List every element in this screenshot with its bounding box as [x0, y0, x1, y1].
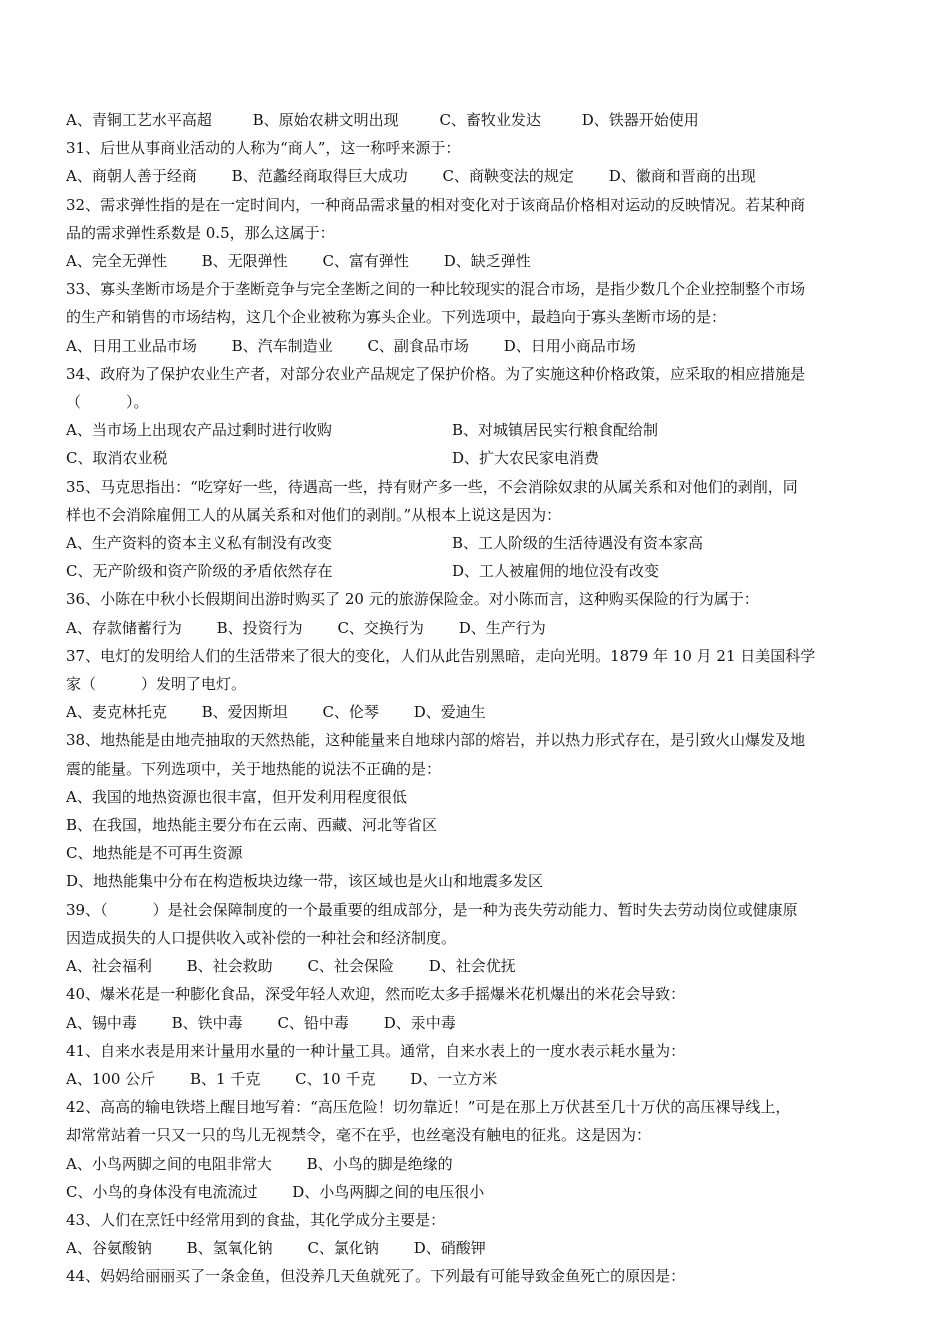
q33-stem-line1: 33、寡头垄断市场是介于垄断竞争与完全垄断之间的一种比较现实的混合市场，是指少数几个企业控制整个市场: [66, 280, 806, 299]
q35-stem-line1: 35、马克思指出：“吃穿好一些，待遇高一些，持有财产多一些，不会消除奴隶的从属关系和对他们的剥削，同: [66, 477, 798, 496]
q42-option-a: A、小鸟两脚之间的电阻非常大: [66, 1154, 272, 1173]
q35-option-b: B、工人阶级的生活待遇没有资本家高: [452, 534, 704, 553]
q31-stem: 31、后世从事商业活动的人称为“商人”，这一称呼来源于：: [66, 139, 461, 158]
q31-option-d: D、徽商和晋商的出现: [608, 167, 756, 186]
q34-option-d: D、扩大农民家电消费: [452, 449, 600, 468]
q33-option-d: D、日用小商品市场: [503, 336, 636, 355]
q34-option-a: A、当市场上出现农产品过剩时进行收购: [66, 421, 332, 440]
q38-stem-line2: 震的能量。下列选项中，关于地热能的说法不正确的是：: [66, 759, 442, 778]
q30-option-c: C、畜牧业发达: [439, 111, 541, 129]
q41-stem: 41、自来水表是用来计量用水量的一种计量工具。通常，自来水表上的一度水表示耗水量为：: [66, 1041, 686, 1060]
q39-option-b: B、社会救助: [186, 957, 273, 976]
q42-stem-line2: 却常常站着一只又一只的鸟儿无视禁令，毫不在乎，也丝毫没有触电的征兆。这是因为：: [66, 1126, 652, 1145]
q43-option-c: C、氯化钠: [307, 1239, 379, 1258]
q35-options-row1: [66, 529, 884, 557]
q42-option-d: D、小鸟两脚之间的电压很小: [292, 1182, 485, 1201]
q41-option-a: A、100 公斤: [66, 1069, 156, 1088]
q41-option-c: C、10 千克: [295, 1069, 376, 1088]
q33-option-b: B、汽车制造业: [231, 336, 333, 355]
q38-option-b: B、在我国，地热能主要分布在云南、西藏、河北等省区: [66, 816, 438, 835]
q31-options: [66, 162, 884, 190]
q32-option-d: D、缺乏弹性: [443, 252, 531, 271]
q39-option-a: A、社会福利: [66, 957, 152, 976]
q39-stem-line1: 39、（ ）是社会保障制度的一个最重要的组成部分，是一种为丧失劳动能力、暂时失去劳动岗位或健康原: [66, 900, 798, 919]
q41-option-d: D、一立方米: [410, 1069, 498, 1088]
q34-option-b: B、对城镇居民实行粮食配给制: [452, 421, 659, 440]
q35-stem-line2: 样也不会消除雇佣工人的从属关系和对他们的剥削。”从根本上说这是因为：: [66, 505, 562, 524]
q37-stem-line2: 家（ ）发明了电灯。: [66, 675, 247, 694]
q37-stem-line1: 37、电灯的发明给人们的生活带来了很大的变化，人们从此告别黑暗，走向光明。1879 年 10 月 21 日美国科学: [66, 646, 816, 665]
q35-option-d: D、工人被雇佣的地位没有改变: [452, 562, 660, 581]
q38-option-d: D、地热能集中分布在构造板块边缘一带，该区域也是火山和地震多发区: [66, 872, 544, 891]
q39-option-c: C、社会保险: [307, 957, 394, 976]
q42-options-row2: [66, 1178, 884, 1206]
q42-option-b: B、小鸟的脚是绝缘的: [306, 1154, 453, 1173]
q39-stem-line2: 因造成损失的人口提供收入或补偿的一种社会和经济制度。: [66, 928, 457, 947]
q38-stem-line1: 38、地热能是由地壳抽取的天然热能，这种能量来自地球内部的熔岩，并以热力形式存在，是引致火山爆发及地: [66, 731, 806, 750]
q32-option-b: B、无限弹性: [201, 252, 288, 271]
q38-option-c: C、地热能是不可再生资源: [66, 844, 243, 863]
q44-stem: 44、妈妈给丽丽买了一条金鱼，但没养几天鱼就死了。下列最有可能导致金鱼死亡的原因是：: [66, 1267, 686, 1286]
q35-option-a: A、生产资料的资本主义私有制没有改变: [66, 534, 332, 553]
q41-options: [66, 1065, 884, 1093]
q33-stem-line2: 的生产和销售的市场结构，这几个企业被称为寡头企业。下列选项中，最趋向于寡头垄断市场的是：: [66, 308, 727, 327]
q43-options: [66, 1234, 884, 1262]
q40-option-d: D、汞中毒: [383, 1013, 456, 1032]
q37-option-a: A、麦克林托克: [66, 703, 167, 722]
q40-stem: 40、爆米花是一种膨化食品，深受年轻人欢迎，然而吃太多手摇爆米花机爆出的米花会导致：: [66, 985, 686, 1004]
q42-options-row1: [66, 1150, 884, 1178]
q37-option-c: C、伦琴: [322, 703, 379, 722]
q40-options: [66, 1009, 884, 1037]
q31-option-c: C、商鞅变法的规定: [442, 167, 574, 186]
q32-option-a: A、完全无弹性: [66, 252, 167, 271]
q42-option-c: C、小鸟的身体没有电流流过: [66, 1182, 258, 1201]
q41-option-b: B、1 千克: [190, 1069, 261, 1088]
q40-option-a: A、锡中毒: [66, 1013, 137, 1032]
q34-option-c: C、取消农业税: [66, 449, 168, 468]
q30-options: [66, 106, 884, 134]
q43-option-d: D、硝酸钾: [413, 1239, 486, 1258]
q32-stem-line2: 品的需求弹性系数是 0.5，那么这属于：: [66, 223, 335, 242]
q39-option-d: D、社会优抚: [428, 957, 516, 976]
q43-stem: 43、人们在烹饪中经常用到的食盐，其化学成分主要是：: [66, 1210, 446, 1229]
q34-options-row1: [66, 416, 884, 444]
q40-option-b: B、铁中毒: [171, 1013, 243, 1032]
q36-option-c: C、交换行为: [337, 618, 424, 637]
q36-option-a: A、存款储蓄行为: [66, 618, 182, 637]
q39-options: [66, 952, 884, 980]
q34-stem-line1: 34、政府为了保护农业生产者，对部分农业产品规定了保护价格。为了实施这种价格政策，应采取的相应措施是: [66, 364, 806, 383]
q40-option-c: C、铅中毒: [277, 1013, 349, 1032]
q31-option-b: B、范蠡经商取得巨大成功: [231, 167, 408, 186]
q33-option-c: C、副食品市场: [367, 336, 469, 355]
q37-options: [66, 698, 884, 726]
q30-option-a: A、青铜工艺水平高超: [66, 111, 212, 129]
q37-option-d: D、爱迪生: [413, 703, 486, 722]
q32-option-c: C、富有弹性: [322, 252, 409, 271]
q35-option-c: C、无产阶级和资产阶级的矛盾依然存在: [66, 562, 333, 581]
q32-stem-line1: 32、需求弹性指的是在一定时间内，一种商品需求量的相对变化对于该商品价格相对运动的反映情况。若某种商: [66, 195, 806, 214]
q43-option-a: A、谷氨酸钠: [66, 1239, 152, 1258]
q38-option-a: A、我国的地热资源也很丰富，但开发利用程度很低: [66, 787, 407, 806]
q42-stem-line1: 42、高高的输电铁塔上醒目地写着：“高压危险！切勿靠近！”可是在那上万伏甚至几十万伏的高压裸导线上，: [66, 1098, 791, 1117]
q33-options: [66, 332, 884, 360]
q36-option-b: B、投资行为: [216, 618, 303, 637]
q36-option-d: D、生产行为: [458, 618, 546, 637]
q30-option-b: B、原始农耕文明出现: [252, 111, 399, 129]
q34-stem-line2: （ ）。: [66, 393, 149, 412]
q31-option-a: A、商朝人善于经商: [66, 167, 197, 186]
q36-stem: 36、小陈在中秋小长假期间出游时购买了 20 元的旅游保险金。对小陈而言，这种购买保险的行为属于：: [66, 590, 759, 609]
q35-options-row2: [66, 557, 884, 585]
q30-option-d: D、铁器开始使用: [581, 111, 699, 129]
q33-option-a: A、日用工业品市场: [66, 336, 197, 355]
q32-options: [66, 247, 884, 275]
q37-option-b: B、爱因斯坦: [201, 703, 288, 722]
q36-options: [66, 614, 884, 642]
q43-option-b: B、氢氧化钠: [186, 1239, 273, 1258]
q34-options-row2: [66, 444, 884, 472]
